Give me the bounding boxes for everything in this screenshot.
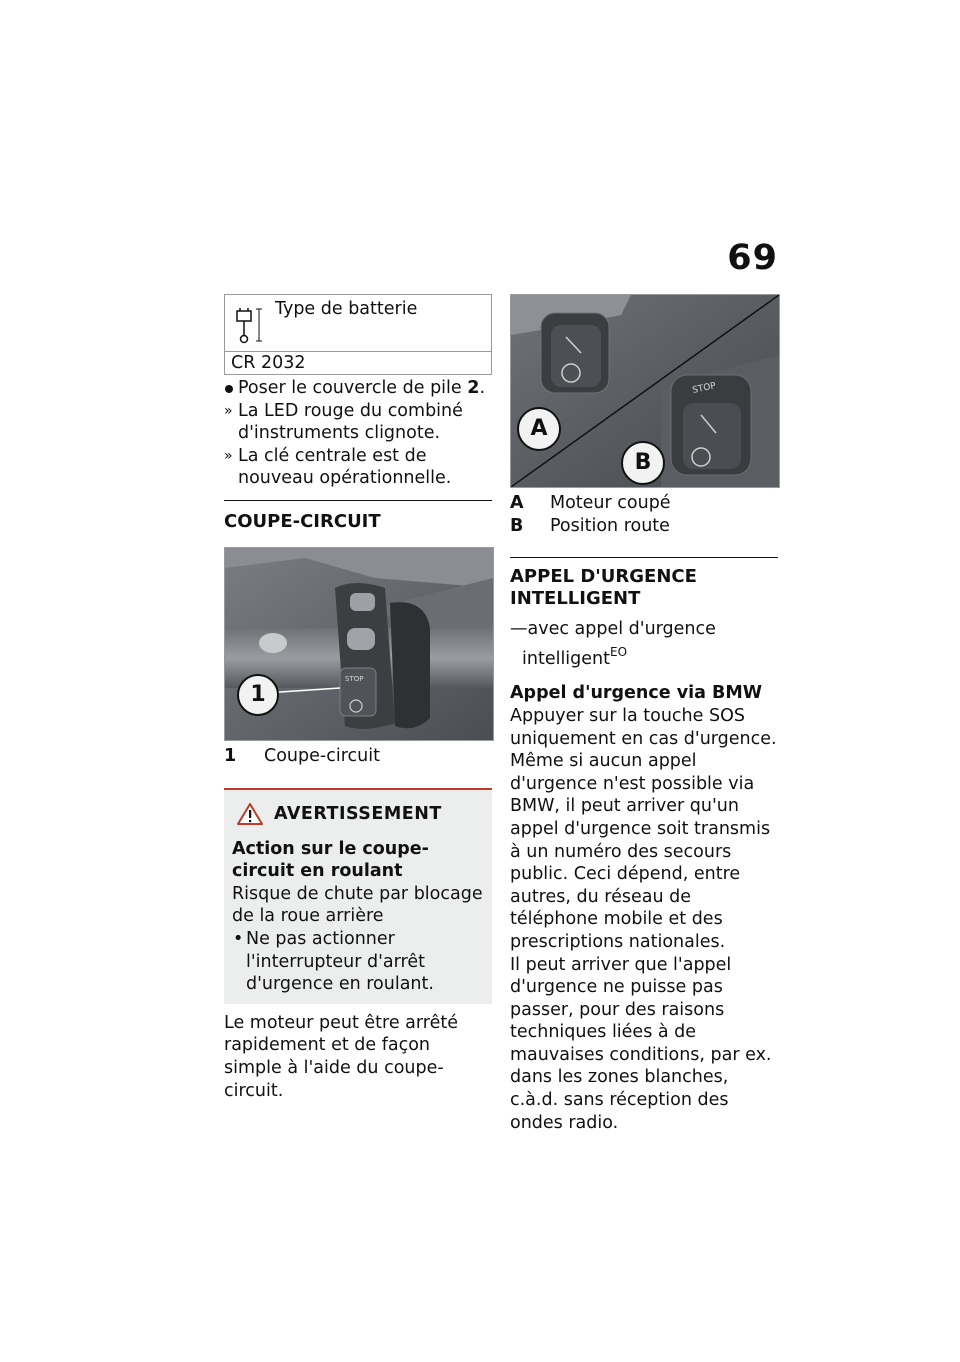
- result-marker-icon: »: [224, 447, 233, 464]
- battery-spec-box: [224, 294, 492, 375]
- battery-icon: [233, 303, 265, 347]
- warning-list: [232, 928, 484, 996]
- right-column: [510, 294, 778, 1134]
- battery-type-label: Type de batterie: [275, 299, 418, 319]
- stop-text-b: STOP: [691, 381, 717, 396]
- equipment-note: —avec appel d'urgence intelligent$^{EO}$: [510, 619, 716, 669]
- stop-text: STOP: [345, 674, 364, 683]
- left-column: [224, 294, 492, 1102]
- warning-triangle-icon: [236, 802, 264, 826]
- section-title-kill-switch: COUPE-CIRCUIT: [224, 500, 492, 533]
- equipment-code: EO: [610, 644, 628, 659]
- kill-switch-paragraph: Le moteur peut être arrêté rapidement et de façon simple à l'aide du coupe-circuit.: [224, 1012, 458, 1101]
- warning-box: [224, 788, 492, 1004]
- emergency-paragraph-2: Il peut arriver que l'appel d'urgence ne puisse pas passer, pour des raisons techniques liées à de mauvaises conditions, par ex. dans les zones blanches, c.à.d. sans réception des ondes radio.: [510, 954, 772, 1133]
- position-caption-a: A Moteur coupé: [510, 493, 671, 513]
- bullet-icon: [225, 385, 233, 393]
- position-caption-b: B Position route: [510, 515, 670, 536]
- kill-switch-caption: 1 Coupe-circuit: [224, 745, 380, 766]
- battery-spec-header: [225, 295, 491, 352]
- battery-steps: [224, 377, 492, 490]
- warning-title: AVERTISSEMENT: [274, 803, 442, 824]
- result-item: » La clé centrale est de nouveau opérationnelle.: [224, 445, 452, 489]
- warning-header: [232, 802, 484, 826]
- callout-1: 1: [237, 674, 279, 716]
- step-item: Poser le couvercle de pile 2.: [224, 377, 492, 400]
- page-number: 69: [727, 238, 778, 278]
- callout-b: B: [621, 441, 665, 485]
- switch-positions-figure: [510, 294, 780, 488]
- kill-switch-figure: [224, 547, 494, 741]
- emergency-subhead: Appel d'urgence via BMW: [510, 683, 763, 704]
- warning-body: Risque de chute par blocage de la roue arrière: [232, 883, 483, 927]
- callout-a: A: [517, 407, 561, 451]
- result-item: » La LED rouge du combiné d'instruments clignote.: [224, 400, 463, 444]
- emergency-paragraph-1: Appuyer sur la touche SOS uniquement en cas d'urgence. Même si aucun appel d'urgence n'est possible via BMW, il peut arriver qu'un appel d'urgence soit transmis à un numéro des secours public. Ceci dépend, entre autres, du réseau de téléphone mobile et des prescriptions nationales.: [510, 705, 777, 952]
- battery-type-value: CR 2032: [231, 353, 306, 373]
- section-title-emergency: APPEL D'URGENCE INTELLIGENT: [510, 557, 778, 610]
- warning-bullet: • Ne pas actionner l'interrupteur d'arrêt d'urgence en roulant.: [233, 928, 434, 995]
- warning-subtitle: Action sur le coupe-circuit en roulant: [232, 838, 429, 882]
- result-marker-icon: »: [224, 402, 233, 419]
- bullet-icon: •: [233, 928, 244, 949]
